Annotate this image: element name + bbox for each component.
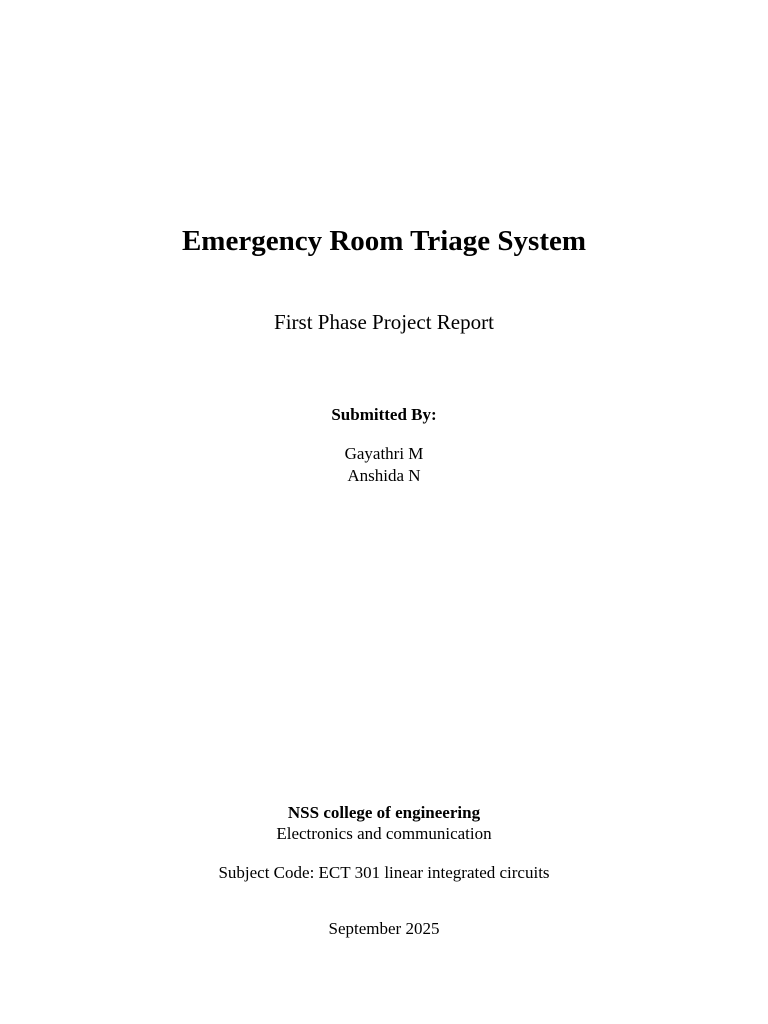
report-date: September 2025 — [328, 919, 440, 938]
report-subtitle: First Phase Project Report — [274, 310, 494, 334]
author-name: Anshida N — [347, 466, 421, 485]
author-name: Gayathri M — [344, 444, 424, 463]
report-title: Emergency Room Triage System — [181, 225, 587, 257]
college-name: NSS college of engineering — [287, 803, 481, 822]
department-name: Electronics and communication — [276, 824, 492, 843]
subject-code: Subject Code: ECT 301 linear integrated circuits — [218, 863, 550, 882]
submitted-by-heading: Submitted By: — [331, 405, 437, 424]
